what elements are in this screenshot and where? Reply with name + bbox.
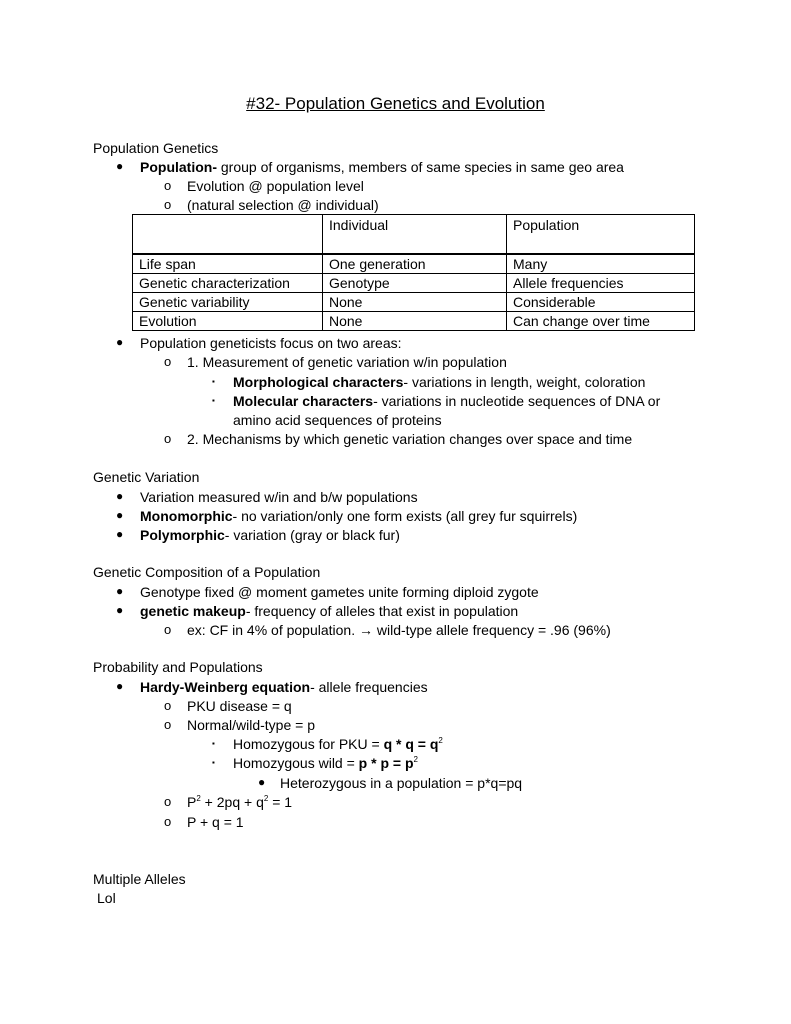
table-row xyxy=(133,254,695,274)
square-marker: ▪ xyxy=(212,377,215,386)
table-header-cell: Individual xyxy=(323,215,507,255)
bullet-genotype-fixed: Genotype fixed @ moment gametes unite forming diploid zygote xyxy=(140,584,539,600)
square-marker: ▪ xyxy=(212,758,215,767)
table-row xyxy=(133,293,695,312)
equation-value: p * p = p xyxy=(358,755,414,771)
bullet-marker: ● xyxy=(116,159,124,173)
bullet-two-areas: Population geneticists focus on two areas: xyxy=(140,335,402,351)
table-cell: Many xyxy=(507,254,695,274)
term-morphological: Morphological characters xyxy=(233,374,404,390)
bullet-marker: ● xyxy=(116,489,124,503)
section-heading-genetic-variation: Genetic Variation xyxy=(93,469,200,485)
superscript: 2 xyxy=(196,794,201,803)
bullet-hardy-weinberg xyxy=(140,678,428,696)
superscript: 2 xyxy=(263,794,269,803)
sq-molecular-characters xyxy=(233,392,660,410)
table-header-row xyxy=(133,215,695,255)
square-marker: ▪ xyxy=(212,396,215,405)
bullet-marker: ● xyxy=(116,508,124,522)
circle-marker: o xyxy=(164,178,172,193)
table-cell: Evolution xyxy=(133,312,323,331)
sub-measurement-variation: 1. Measurement of genetic variation w/in population xyxy=(187,354,507,370)
circle-marker: o xyxy=(164,814,172,829)
sq-morphological-characters xyxy=(233,373,645,391)
definition-text: - variation (gray or black fur) xyxy=(224,527,400,543)
section-heading-population-genetics: Population Genetics xyxy=(93,140,219,156)
term-polymorphic: Polymorphic xyxy=(140,527,225,543)
section-heading-genetic-composition: Genetic Composition of a Population xyxy=(93,564,321,580)
table-row xyxy=(133,274,695,293)
bullet-variation-measured: Variation measured w/in and b/w populations xyxy=(140,489,418,505)
comparison-table xyxy=(132,214,695,331)
bullet-polymorphic xyxy=(140,526,400,544)
definition-text: - allele frequencies xyxy=(310,679,428,695)
square-marker: ▪ xyxy=(212,739,215,748)
equation-value: q * q = q xyxy=(383,736,439,752)
definition-text: - no variation/only one form exists (all grey fur squirrels) xyxy=(232,508,578,524)
table-cell: Genetic characterization xyxy=(133,274,323,293)
circle-marker: o xyxy=(164,431,172,446)
term-monomorphic: Monomorphic xyxy=(140,508,233,524)
term-molecular: Molecular characters xyxy=(233,393,374,409)
sub-pku-disease: PKU disease = q xyxy=(187,698,292,714)
bullet-marker: ● xyxy=(116,584,124,598)
superscript: 2 xyxy=(438,736,443,745)
equation-label: Homozygous for PKU = xyxy=(233,736,384,752)
superscript: 2 xyxy=(413,755,418,764)
bullet-marker: ● xyxy=(116,679,124,693)
bullet-marker: ● xyxy=(116,603,124,617)
table-cell: Genotype xyxy=(323,274,507,293)
dot-heterozygous: Heterozygous in a population = p*q=pq xyxy=(280,775,523,791)
table-cell: None xyxy=(323,312,507,331)
sq-molecular-continued: amino acid sequences of proteins xyxy=(233,412,442,428)
table-cell: Considerable xyxy=(507,293,695,312)
table-cell: Allele frequencies xyxy=(507,274,695,293)
equation-text: + 2pq + q xyxy=(200,794,264,810)
note-text: Lol xyxy=(97,890,116,906)
definition-text: - variations in nucleotide sequences of DNA or xyxy=(373,393,661,409)
circle-marker: o xyxy=(164,717,172,732)
sub-cf-example xyxy=(187,621,611,639)
circle-marker: o xyxy=(164,197,172,212)
definition-text: - variations in length, weight, coloration xyxy=(403,374,646,390)
section-heading-multiple-alleles: Multiple Alleles xyxy=(93,871,186,887)
equation-text: P xyxy=(187,794,197,810)
table-header-cell: Population xyxy=(507,215,695,255)
equation-text: = 1 xyxy=(268,794,293,810)
sq-homozygous-wild xyxy=(233,754,418,772)
term-population: Population- xyxy=(140,159,217,175)
page-title: #32- Population Genetics and Evolution xyxy=(246,94,545,113)
sub-hw-equation xyxy=(187,793,292,811)
table-cell: Life span xyxy=(133,254,323,274)
section-heading-probability: Probability and Populations xyxy=(93,659,263,675)
sub-mechanisms-variation: 2. Mechanisms by which genetic variation changes over space and time xyxy=(187,431,633,447)
bullet-genetic-makeup xyxy=(140,602,518,620)
bullet-marker: ● xyxy=(116,335,124,349)
arrow-right-icon: → xyxy=(359,622,373,638)
sub-normal-wild-type: Normal/wild-type = p xyxy=(187,717,315,733)
bullet-marker: ● xyxy=(116,527,124,541)
sub-natural-selection-individual: (natural selection @ individual) xyxy=(187,197,379,213)
table-row xyxy=(133,312,695,331)
sub-evolution-population-level: Evolution @ population level xyxy=(187,178,364,194)
circle-marker: o xyxy=(164,698,172,713)
bullet-monomorphic xyxy=(140,507,577,525)
table-cell: One generation xyxy=(323,254,507,274)
equation-label: Homozygous wild = xyxy=(233,755,359,771)
term-hardy-weinberg: Hardy-Weinberg equation xyxy=(140,679,311,695)
table-cell: Genetic variability xyxy=(133,293,323,312)
example-text: ex: CF in 4% of population. xyxy=(187,622,359,638)
table-header-cell xyxy=(133,215,323,255)
table-cell: Can change over time xyxy=(507,312,695,331)
table-cell: None xyxy=(323,293,507,312)
definition-text: group of organisms, members of same species in same geo area xyxy=(217,159,624,175)
circle-marker: o xyxy=(164,354,172,369)
circle-marker: o xyxy=(164,794,172,809)
bullet-marker: ● xyxy=(258,775,266,789)
bullet-population-definition xyxy=(140,158,624,176)
example-text: wild-type allele frequency = .96 (96%) xyxy=(373,622,611,638)
circle-marker: o xyxy=(164,622,172,637)
sq-homozygous-pku xyxy=(233,735,443,753)
sub-p-plus-q: P + q = 1 xyxy=(187,814,244,830)
definition-text: - frequency of alleles that exist in population xyxy=(245,603,519,619)
term-genetic-makeup: genetic makeup xyxy=(140,603,246,619)
